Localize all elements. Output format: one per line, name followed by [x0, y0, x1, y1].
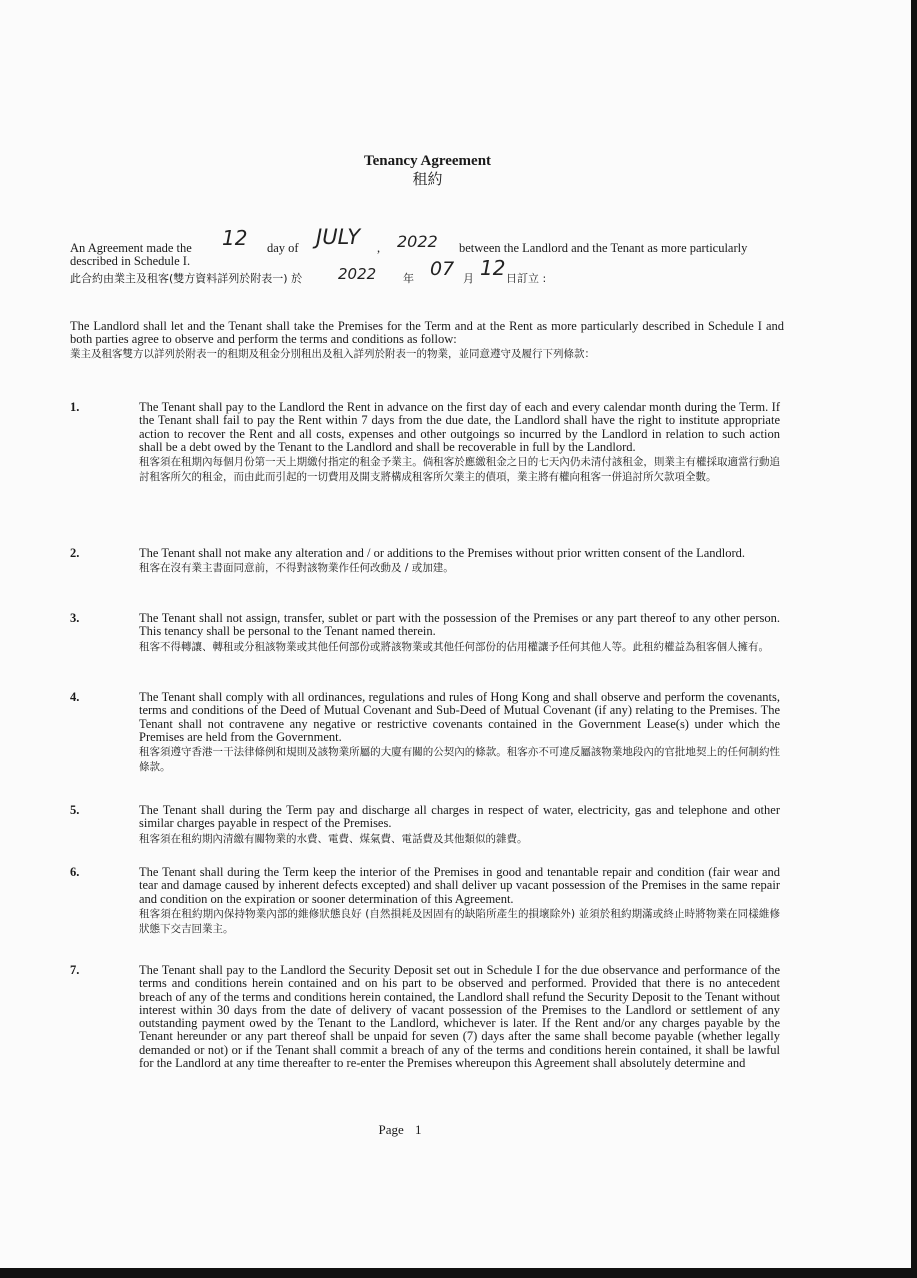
day-label-zh: 日訂立 : [506, 272, 547, 285]
handwritten-month: JULY [316, 225, 361, 249]
intro-paragraph [70, 320, 784, 361]
intro-text: The Landlord shall let and the Tenant shall take the Premises for the Term and at the Rent as more particularly described in Schedule I and both parties agree to observe and perform the terms and conditions as follow: [70, 319, 784, 347]
month-label-zh: 月 [463, 272, 474, 285]
page-number: 1 [415, 1122, 422, 1137]
clause-body [139, 804, 780, 847]
date-comma: , [377, 241, 381, 255]
page-footer [0, 1122, 800, 1137]
clause-number: 2. [70, 546, 80, 560]
clause-text-zh: 租客在沒有業主書面同意前，不得對該物業作任何改動及 / 或加建。 [139, 562, 454, 575]
agreement-prefix: An Agreement made the [70, 241, 192, 255]
clause-number: 6. [70, 865, 80, 879]
clause-number: 3. [70, 611, 80, 625]
clause-number: 4. [70, 690, 80, 704]
clause-text: The Tenant shall pay to the Landlord the Rent in advance on the first day of each and every calendar month during the Term. If the Tenant shall fail to pay the Rent within 7 days from the due date, the Landlord shall have the right to institute appropriate action to recover the Rent and all costs, expenses and other outgoings so incurred by the Landlord in relation to such action shall be a debt owed by the Tenant to the Landlord and shall be recoverable in full by the Landlord. [139, 400, 780, 454]
clause-body [139, 964, 780, 1070]
year-label-zh: 年 [403, 272, 414, 285]
document-title-zh: 租約 [412, 170, 443, 188]
handwritten-day-zh: 12 [480, 256, 506, 280]
clause-text: The Tenant shall not make any alteration and / or additions to the Premises without prior written consent of the Landlord. [139, 546, 746, 560]
agreement-prefix-zh: 此合約由業主及租客(雙方資料詳列於附表一) 於 [70, 272, 303, 285]
scan-edge-right [911, 0, 917, 1278]
clause-text-zh: 租客不得轉讓、轉租或分租該物業或其他任何部份或將該物業或其他任何部份的佔用權讓予任何其他人等。此租約權益為租客個人擁有。 [139, 640, 769, 653]
clause-body [139, 691, 780, 775]
clause-body [139, 612, 780, 655]
clause-text: The Tenant shall not assign, transfer, sublet or part with the possession of the Premises or any part thereof to any other person. This tenancy shall be personal to the Tenant named therein. [139, 611, 780, 639]
handwritten-day: 12 [222, 226, 248, 250]
clause-text: The Tenant shall during the Term pay and discharge all charges in respect of water, electricity, gas and telephone and other similar charges payable in respect of the Premises. [139, 803, 780, 831]
clause-body [139, 547, 780, 576]
handwritten-year: 2022 [397, 232, 438, 251]
handwritten-year-zh: 2022 [338, 265, 377, 283]
clause-text-zh: 租客須在租約期內保持物業內部的維修狀態良好 (自然損耗及因固有的缺陷所產生的損壞除外) 並須於租約期滿或終止時將物業在同樣維修狀態下交吉回業主。 [139, 907, 780, 935]
agreement-continuation: described in Schedule I. [70, 254, 191, 268]
clause-number: 1. [70, 400, 80, 414]
intro-text-zh: 業主及租客雙方以詳列於附表一的租期及租金分別租出及租入詳列於附表一的物業，並同意遵守及履行下列條款： [70, 347, 595, 360]
scan-edge-bottom [0, 1268, 917, 1278]
clause-text: The Tenant shall during the Term keep the interior of the Premises in good and tenantable repair and condition (fair wear and tear and damage caused by inherent defects excepted) and shall deliver up vacant possession of the Premises in the same repair and condition on the expiration or sooner determination of this Agreement. [139, 865, 780, 906]
clause-body [139, 401, 780, 485]
clause-text: The Tenant shall pay to the Landlord the Security Deposit set out in Schedule I for the due observance and performance of the terms and conditions herein contained and on his part to be observed and performed. Provided that there is no antecedent breach of any of the terms and conditions herein contained, the Landlord shall refund the Security Deposit to the Tenant without interest within 30 days from the date of delivery of vacant possession of the Premises to the Landlord or settlement of any outstanding payment owed by the Tenant to the Landlord, whichever is later. If the Rent and/or any charges payable by the Tenant hereunder or any part thereof shall be unpaid for seven (7) days after the same shall become payable (whether legally demanded or not) or if the Tenant shall commit a breach of any of the terms and conditions herein contained, it shall be lawful for the Landlord at any time thereafter to re-enter the Premises whereupon this Agreement shall absolutely determine and [139, 963, 780, 1071]
clause-text-zh: 租客須遵守香港一干法律條例和規則及該物業所屬的大廈有關的公契內的條款。租客亦不可違反屬該物業地段內的官批地契上的任何制約性條款。 [139, 746, 780, 774]
agreement-suffix: between the Landlord and the Tenant as more particularly [459, 241, 748, 255]
clause-text: The Tenant shall comply with all ordinances, regulations and rules of Hong Kong and shall observe and perform the covenants, terms and conditions of the Deed of Mutual Covenant and Sub-Deed of Mutual Covenant (if any) relating to the Premises. The Tenant shall not contravene any negative or restrictive covenants contained in the Government Lease(s) under which the Premises are held from the Government. [139, 690, 780, 744]
clause-text-zh: 租客須在租期內每個月份第一天上期繳付指定的租金予業主。倘租客於應繳租金之日的七天內仍未清付該租金，則業主有權採取適當行動追討租客所欠的租金，而由此而引起的一切費用及開支將構成租客所欠業主的債項，業主將有權向租客一併追討所欠款項全數。 [139, 456, 780, 484]
day-of-label: day of [267, 241, 299, 255]
document-title: Tenancy Agreement [363, 153, 492, 169]
clause-number: 7. [70, 963, 80, 977]
clause-body [139, 866, 780, 937]
page-label: Page [378, 1122, 404, 1137]
clause-number: 5. [70, 803, 80, 817]
clause-text-zh: 租客須在租約期內清繳有關物業的水費、電費、煤氣費、電話費及其他類似的雜費。 [139, 832, 528, 845]
handwritten-month-zh: 07 [430, 258, 455, 280]
